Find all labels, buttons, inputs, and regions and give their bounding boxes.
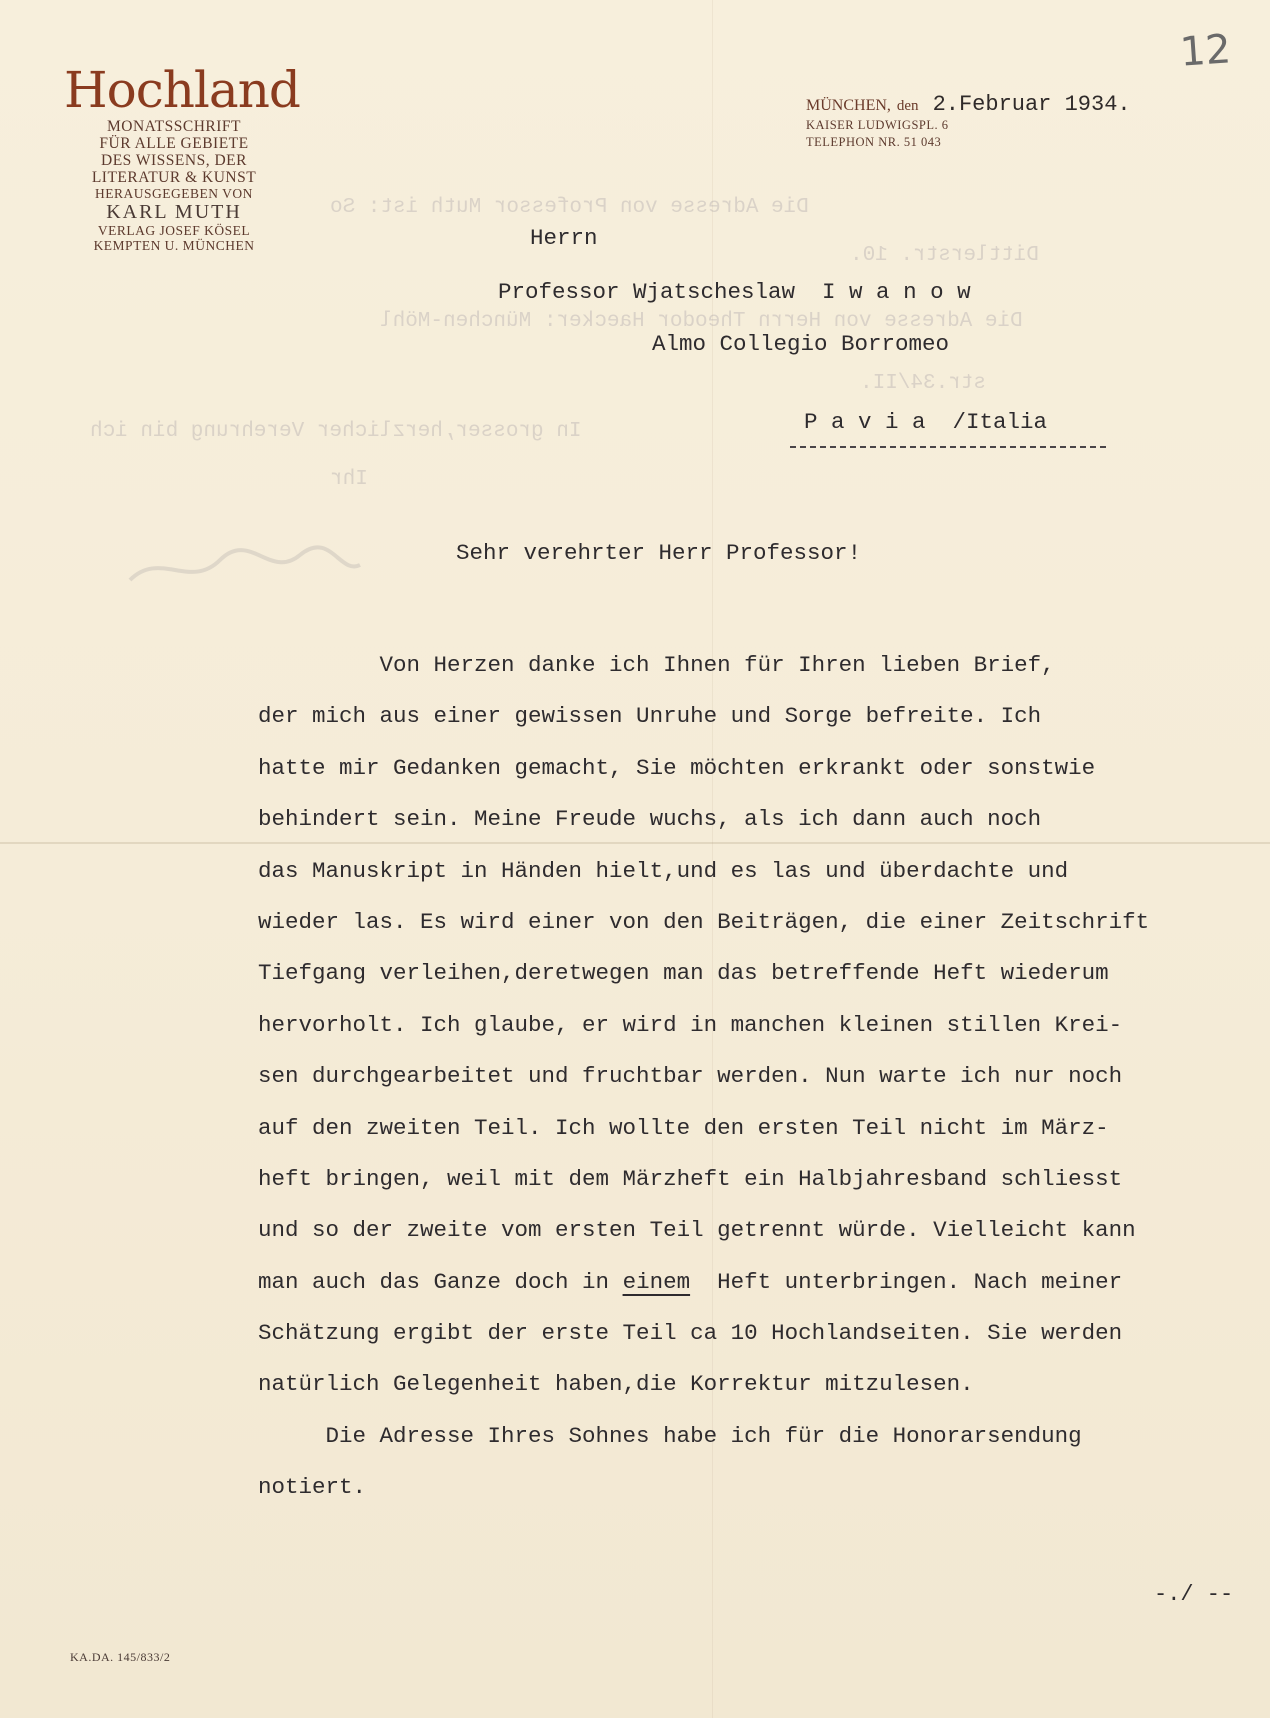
- greeting: Sehr verehrter Herr Professor!: [456, 540, 862, 566]
- body-line: notiert.: [258, 1474, 367, 1501]
- address-underline: [790, 446, 1106, 448]
- city-label: MÜNCHEN,: [806, 97, 891, 114]
- recipient-salutation: Herrn: [530, 225, 598, 251]
- continuation-mark: -./ --: [1154, 1582, 1234, 1607]
- body-line: hatte mir Gedanken gemacht, Sie möchten erkrankt oder sonstwie: [258, 754, 1096, 781]
- bleed-through-text: Ihr: [330, 468, 368, 491]
- bleed-through-signature: [120, 530, 370, 600]
- letterhead-line: HERAUSGEGEBEN VON: [95, 186, 253, 201]
- letterhead-publisher: VERLAG JOSEF KÖSEL: [97, 223, 251, 238]
- body-line-post: Heft unterbringen. Nach meiner: [690, 1268, 1123, 1295]
- body-line: Von Herzen danke ich Ihnen für Ihren lieben Brief,: [258, 652, 1055, 678]
- body-line: Tiefgang verleihen,deretwegen man das betreffende Heft wiederum: [258, 960, 1109, 987]
- body-line: der mich aus einer gewissen Unruhe und Sorge befreite. Ich: [258, 703, 1042, 730]
- bleed-through-text: Dittlerstr. 10.: [850, 244, 1040, 267]
- letter-body: [258, 640, 1258, 1514]
- archive-folio-number: 12: [1178, 26, 1233, 76]
- bleed-through-text: str.34/II.: [860, 372, 987, 395]
- letterhead-line: DES WISSENS, DER: [101, 152, 247, 169]
- body-line: und so der zweite vom ersten Teil getrennt würde. Vielleicht kann: [258, 1217, 1136, 1244]
- body-line: behindert sein. Meine Freude wuchs, als ich dann auch noch: [258, 806, 1042, 833]
- letterhead-editor: KARL MUTH: [106, 201, 242, 223]
- body-line-pre: man auch das Ganze doch in: [258, 1268, 623, 1295]
- bleed-through-text: Die Adresse von Professor Muth ist: So: [330, 196, 809, 219]
- archive-reference: KA.DA. 145/833/2: [70, 1650, 171, 1664]
- letterhead-publisher-city: KEMPTEN U. MÜNCHEN: [93, 238, 255, 253]
- body-line: auf den zweiten Teil. Ich wollte den ersten Teil nicht im März-: [258, 1114, 1109, 1141]
- letterhead: [62, 61, 300, 253]
- recipient-name: Professor Wjatscheslaw I w a n o w: [498, 279, 971, 305]
- bleed-through-text: In grosser,herzlicher Verehrung bin ich: [90, 420, 582, 443]
- den-label: den: [896, 98, 919, 114]
- body-line: sen durchgearbeitet und fruchtbar werden. Nun warte ich nur noch: [258, 1063, 1123, 1090]
- body-line: heft bringen, weil mit dem Märzheft ein Halbjahresband schliesst: [258, 1165, 1123, 1192]
- telephone-number: TELEPHON NR. 51 043: [806, 135, 942, 149]
- letterhead-line: FÜR ALLE GEBIETE: [99, 135, 249, 152]
- letterhead-line: LITERATUR & KUNST: [91, 169, 257, 186]
- letter-date: 2.Februar 1934.: [932, 92, 1131, 117]
- body-line: wieder las. Es wird einer von den Beiträgen, die einer Zeitschrift: [258, 908, 1150, 935]
- body-line: das Manuskript in Händen hielt,und es las und überdachte und: [258, 857, 1069, 884]
- body-line: [258, 1257, 1258, 1308]
- body-line: hervorholt. Ich glaube, er wird in manchen kleinen stillen Krei-: [258, 1011, 1123, 1038]
- place-and-date: [806, 92, 1131, 151]
- letterhead-line: MONATSSCHRIFT: [107, 118, 241, 135]
- recipient-city: P a v i a /Italia: [804, 409, 1048, 435]
- recipient-institution: Almo Collegio Borromeo: [652, 331, 950, 357]
- body-line: Die Adresse Ihres Sohnes habe ich für die Honorarsendung: [258, 1422, 1082, 1449]
- bleed-through-text: Die Adresse von Herrn Theodor Haecker: München-Möhl: [380, 310, 1023, 333]
- body-line: natürlich Gelegenheit haben,die Korrektur mitzulesen.: [258, 1371, 974, 1398]
- street-address: KAISER LUDWIGSPL. 6: [806, 118, 949, 132]
- body-line: Schätzung ergibt der erste Teil ca 10 Hochlandseiten. Sie werden: [258, 1320, 1123, 1347]
- underlined-word: einem: [622, 1268, 691, 1295]
- hochland-logo: Hochland: [64, 61, 300, 119]
